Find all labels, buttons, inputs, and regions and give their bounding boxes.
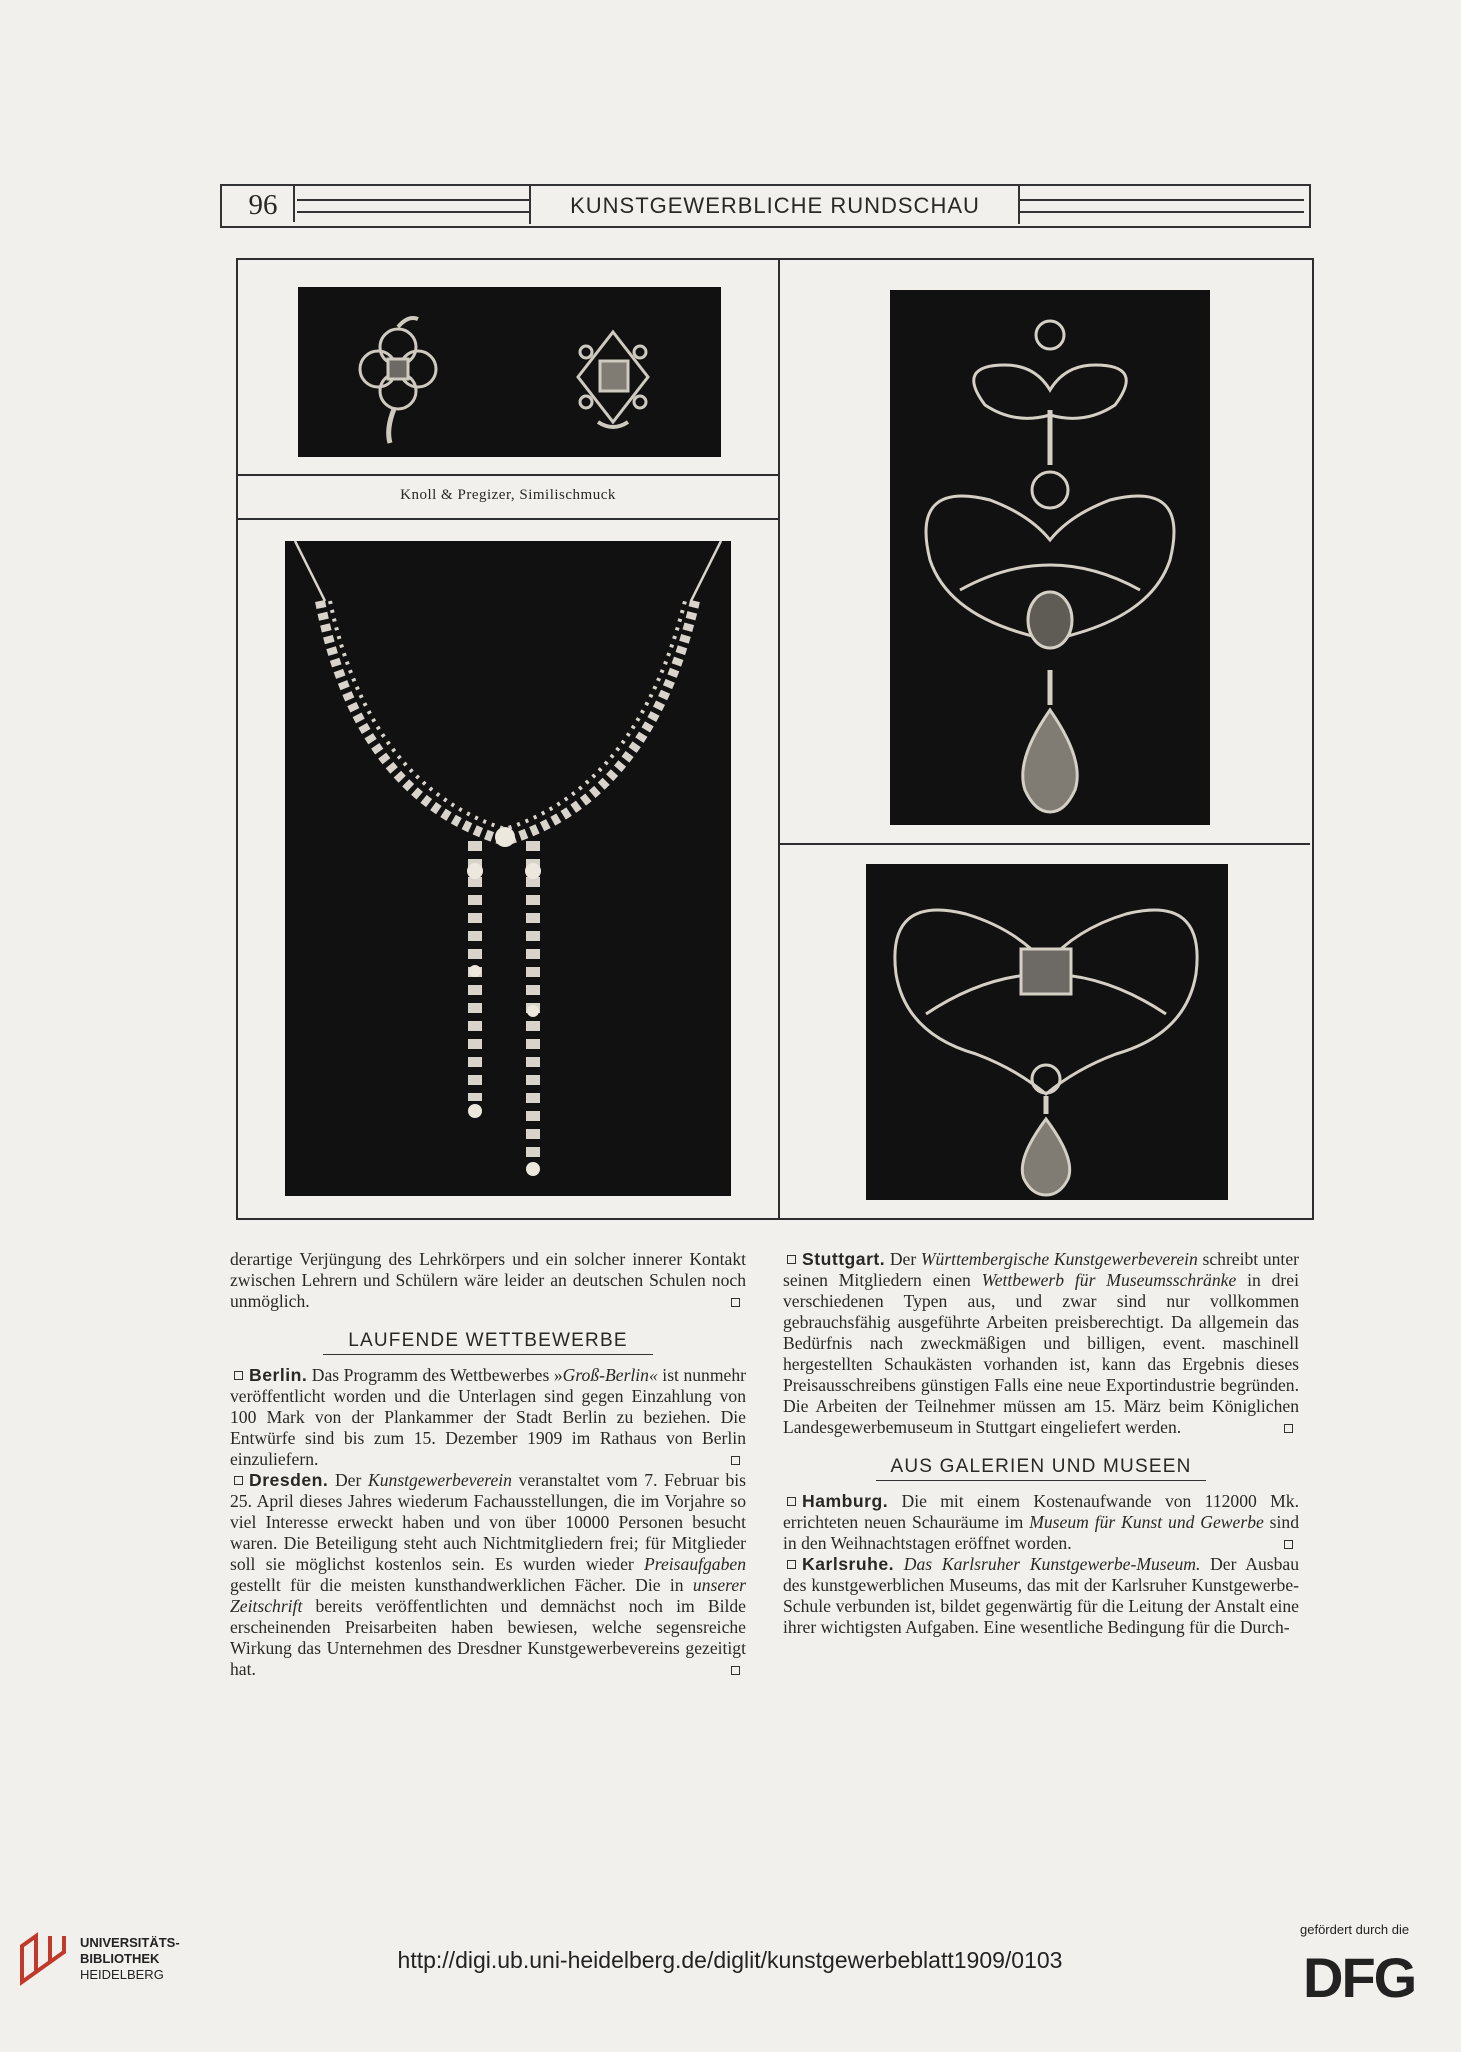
necklace-photo (285, 541, 731, 1196)
plate-right-horizontal-rule (779, 843, 1310, 845)
end-mark-icon (731, 1456, 740, 1465)
plate-vertical-divider (778, 258, 780, 1218)
plate-caption-rule-bottom (236, 518, 779, 520)
source-url-link[interactable]: http://digi.ub.uni-heidelberg.de/diglit/kunstgewerbeblatt1909/0103 (397, 1947, 1063, 1973)
header-rule-right-top (1020, 199, 1304, 201)
header-rule-left-bottom (297, 211, 529, 213)
section-heading-competitions: LAUFENDE WETTBEWERBE (323, 1330, 653, 1355)
right-text-column (783, 1249, 1299, 1638)
ring-right (578, 332, 648, 427)
plate-caption-rule-top (236, 474, 779, 476)
pendant-photo (890, 290, 1210, 825)
section-heading-museums: AUS GALERIEN UND MUSEEN (876, 1456, 1206, 1481)
library-name: UNIVERSITÄTS- BIBLIOTHEK HEIDELBERG (80, 1935, 180, 1982)
stuttgart-city: Stuttgart. (802, 1249, 886, 1269)
item-mark-icon (234, 1371, 243, 1380)
library-logo-icon (18, 1932, 72, 1986)
header-rule-right-bottom (1020, 211, 1304, 213)
item-mark-icon (234, 1476, 243, 1485)
karlsruhe-city: Karlsruhe. (802, 1554, 895, 1574)
berlin-city: Berlin. (249, 1365, 308, 1385)
funding-note: gefördert durch die (1300, 1922, 1410, 1937)
dresden-city: Dresden. (249, 1470, 329, 1490)
hamburg-paragraph: Hamburg. Die mit einem Kostenaufwande von 112000 Mk. errichteten neuen Schauräume im Museum für Kunst und Gewerbe sind in den Weihnachtstagen eröffnet worden. (783, 1491, 1300, 1553)
karlsruhe-paragraph: Karlsruhe. Das Karlsruher Kunstgewerbe-Museum. Der Ausbau des kunstgewerblichen Museums, das mit der Karlsruher Kunstgewerbe-Schule verbunden ist, bildet gegenwärtig für die Leitung der Anstalt eine ihrer wichtigsten Aufgaben. Eine wesentliche Bedingung für die Durch- (783, 1554, 1299, 1637)
intro-paragraph: derartige Verjüngung des Lehrkörpers und ein solcher innerer Kontakt zwischen Lehrern und Schülern wäre leider an deutschen Schulen noch unmöglich. (230, 1249, 746, 1311)
end-mark-icon (1284, 1424, 1293, 1433)
end-mark-icon (731, 1666, 740, 1675)
berlin-paragraph: Berlin. Das Programm des Wettbewerbes »Groß-Berlin« ist nunmehr veröffentlicht worden und die Unterlagen sind gegen Einzahlung von 100 Mark von der Plankammer der Stadt Berlin zu beziehen. Die Entwürfe sind bis zum 15. Dezember 1909 im Rathaus von Berlin einzuliefern. (230, 1365, 746, 1469)
end-mark-icon (731, 1298, 740, 1307)
journal-title: KUNSTGEWERBLICHE RUNDSCHAU (570, 193, 980, 218)
rings-photo (298, 287, 721, 457)
end-mark-icon (1284, 1540, 1293, 1549)
item-mark-icon (787, 1497, 796, 1506)
figure-caption: Knoll & Pregizer, Similischmuck (400, 487, 616, 503)
dfg-logo: DFG (1303, 1946, 1416, 2009)
ring-left (360, 318, 436, 443)
item-mark-icon (787, 1560, 796, 1569)
item-mark-icon (787, 1255, 796, 1264)
stuttgart-paragraph: Stuttgart. Der Württembergische Kunstgewerbeverein schreibt unter seinen Mitgliedern einen Wettbewerb für Museumsschränke in drei verschiedenen Typen aus, und zwar sind nur vollkommen gebrauchsfähig ausgeführte Arbeiten preisberechtigt. Da allgemein das Bedürfnis nach zweckmäßigen und billigen, event. maschinell hergestellten Schaukästen vorhanden ist, kann das Ergebnis dieses Preisausschreibens günstigen Falls eine neue Exportindustrie begründen. Die Arbeiten der Teilnehmer müssen am 15. März beim Königlichen Landesgewerbemuseum in Stuttgart eingeliefert werden. (783, 1249, 1299, 1437)
dresden-paragraph: Dresden. Der Kunstgewerbeverein veranstaltet vom 7. Februar bis 25. April dieses Jahres wiederum Fachausstellungen, die im Vorjahre so viel Interesse erweckt haben und von über 10000 Personen besucht waren. Die Beteiligung steht auch Nichtmitgliedern frei; für Mitglieder soll sie möglichst kostenlos sein. Es wurden wieder Preisaufgaben gestellt für die meisten kunsthandwerklichen Fächer. Die in unserer Zeitschrift bereits veröffentlichten und demnächst noch im Bilde erscheinenden Preisarbeiten haben bewiesen, welche segensreiche Wirkung das Unternehmen des Dresdner Kunstgewerbevereins gezeitigt hat. (230, 1470, 746, 1679)
header-rule-left-top (297, 199, 529, 201)
left-text-column (230, 1249, 746, 1680)
page-number: 96 (248, 189, 278, 221)
brooch-photo (866, 864, 1228, 1200)
hamburg-city: Hamburg. (802, 1491, 889, 1511)
